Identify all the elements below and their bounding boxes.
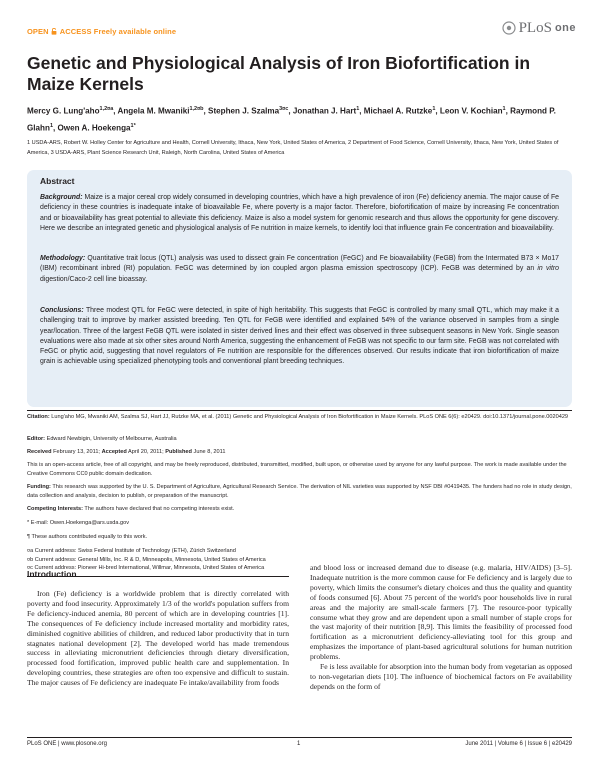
author-name: Raymond P. Glahn	[27, 106, 556, 133]
paper-title: Genetic and Physiological Analysis of Iron Biofortification in Maize Kernels	[27, 53, 531, 94]
competing-label: Competing Interests:	[27, 506, 83, 512]
author-name: Stephen J. Szalma	[208, 106, 280, 116]
divider	[27, 410, 572, 411]
abstract-methodology	[40, 254, 559, 285]
footer-rule	[27, 737, 572, 738]
competing-text: The authors have declared that no competing interests exist.	[84, 506, 235, 512]
author-name: Michael A. Rutzke	[363, 106, 433, 116]
funding	[27, 483, 572, 500]
author-name: Leon V. Kochian	[439, 106, 503, 116]
body-paragraph: Fe is less available for absorption into the human body from vegetarian as opposed to non-vegetarian diets [10]. The influence of biochemical factors on Fe availability depends on the form of	[310, 662, 573, 691]
accepted-label: Accepted	[101, 449, 127, 455]
published-date: June 8, 2011	[193, 449, 226, 455]
open-access-label	[27, 27, 176, 36]
background-label: Background:	[40, 194, 83, 201]
footer-journal: PLoS ONE | www.plosone.org	[27, 741, 107, 747]
abstract-conclusions	[40, 306, 559, 368]
conclusions-text: Three modest QTL for FeGC were detected, in spite of high heritability. This suggests that FeGC is controlled by many small QTL, which may make it a challenging trait to improve by marker assisted breeding. Ten QTL for FeGB were identified and explained 54% of the variance observed in samples from a single year/location. Three of the largest FeGB QTL were isolated in sister derived lines and their effect was observed in three subsequent seasons in New York. Single season evaluations were also made at six other sites around North America, suggesting the enhancement of FeGB was not specific to our farm site. FeGB was not correlated with FeGC or phytic acid, suggesting that novel regulators of Fe nutrition are responsible for the differences observed. Our results indicate that iron biofortification of maize grain is achievable using specialized phenotyping tools and conventional plant breeding techniques.	[40, 307, 559, 366]
background-text: Maize is a major cereal crop widely consumed in developing countries, which have a high prevalence of iron (Fe) deficiency anemia. The major cause of Fe deficiency in these countries is inadequate intake of bioavailable Fe, where poverty is a major factor. Therefore, biofortification of maize by increasing Fe concentration and or bioavailability has great potential to alleviate this deficiency. Maize is also a model system for genomic research and thus allows the opportunity for gene discovery. Here we describe an integrated genetic and physiological analysis of Fe nutrition in maize kernels, to identify loci that influence grain Fe concentration and bioavailability.	[40, 194, 559, 232]
author-name: Owen A. Hoekenga	[57, 123, 131, 133]
abstract-background	[40, 193, 559, 234]
logo-one-text: one	[554, 22, 576, 34]
introduction-heading: Introduction	[27, 569, 77, 579]
author-superscript: 1	[432, 106, 436, 112]
email: * E-mail: Owen.Hoekenga@ars.usda.gov	[27, 520, 130, 526]
author-name: Jonathan J. Hart	[292, 106, 357, 116]
citation-text: Lung'aho MG, Mwaniki AM, Szalma SJ, Hart JJ, Rutzke MA, et al. (2011) Genetic and Physiological Analysis of Iron Biofortification in Maize Kernels. PLoS ONE 6(6): e20429. doi:10.1371/journal.pone.0020429	[51, 414, 569, 420]
author-superscript: 3¤c	[279, 106, 289, 112]
author-name: Mercy G. Lung'aho	[27, 106, 100, 116]
received-label: Received	[27, 449, 52, 455]
equal-contribution: ¶ These authors contributed equally to this work.	[27, 534, 148, 540]
author-list: Mercy G. Lung'aho$^{1,2¤a}$, Angela M. Mwaniki$^{1,2¤b}$, Stephen J. Szalma$^{3¤c}$, Jonathan J. Hart$^1$, Michael A. Rutzke$^1$, Leon V. Kochian$^1$, Raymond P. Glahn$^1$, Owen A. Hoekenga$^{1*}$	[27, 106, 556, 133]
copyright-notice: This is an open-access article, free of all copyright, and may be freely reproduced, distributed, transmitted, modified, built upon, or otherwise used by anyone for any lawful purpose. The work is made available under the Creative Commons CC0 public domain dedication.	[27, 462, 567, 477]
author-name: Angela M. Mwaniki	[117, 106, 190, 116]
plos-one-logo	[502, 19, 576, 37]
abstract-heading: Abstract	[40, 176, 75, 186]
received-date: February 13, 2011;	[53, 449, 100, 455]
address-c: ¤c Current address: Pioneer Hi-bred International, Willmar, Minnesota, United States of America	[27, 565, 265, 572]
conclusions-label: Conclusions:	[40, 307, 84, 314]
author-superscript: 1,2¤b	[189, 106, 204, 112]
body-column-right	[310, 563, 572, 692]
published-label: Published	[165, 449, 192, 455]
citation-label: Citation:	[27, 414, 50, 420]
open-lock-icon	[51, 28, 57, 35]
body-paragraph: and blood loss or increased demand due to disease (e.g. malaria, HIV/AIDS) [3–5]. Inadequate nutrition is the more common cause for Fe deficiency and is largely due to poverty, which limits the consumer's dietary choices and thus the quality and quantity of foods consumed [6]. About 75 percent of the world's poor households live in rural areas and the majority are small-scale farmers [7]. The resource-poor typically consume what they grow and are dependent upon a small number of staple crops for the vast majority of their nutrition [8,9]. This limits the feasibility of processed food fortification as a micronutrient deficiency-alleviating tool for this group and emphasizes the importance of plant-based agricultural solutions for human nutrition problems.	[310, 563, 572, 662]
author-superscript: 1,2¤a	[99, 106, 114, 112]
author-superscript: 1	[356, 106, 360, 112]
access-label: ACCESS Freely available online	[59, 27, 177, 36]
editor	[27, 435, 572, 444]
competing-interests	[27, 505, 572, 514]
funding-label: Funding:	[27, 484, 51, 490]
citation	[27, 413, 572, 422]
methodology-text: Quantitative trait locus (QTL) analysis was used to dissect grain Fe concentration (FeGC) and Fe bioavailability (FeGB) from the Intermated B73 × Mo17 (IBM) recombinant inbred (RI) population. FeGC was determined by ion coupled argon plasma emission spectroscopy (ICP). FeGB was determined by an	[40, 255, 559, 273]
funding-text: This research was supported by the U. S. Department of Agriculture, Agricultural Research Service. The derivation of NIL varieties was supported by NSF DBI #0419435. The funders had no role in study design, data collection and analysis, decision to publish, or preparation of the manuscript.	[27, 484, 572, 499]
open-label: OPEN	[27, 27, 49, 36]
author-superscript: 1	[502, 106, 506, 112]
accepted-date: April 20, 2011;	[128, 449, 164, 455]
logo-plos-text: PLoS	[518, 19, 552, 36]
methodology-text-end: digestion/Caco-2 cell line bioassay.	[40, 275, 148, 283]
methodology-label: Methodology:	[40, 255, 86, 262]
plos-logo-icon	[502, 21, 516, 35]
body-column-left	[27, 589, 289, 688]
methodology-italic: in vitro	[537, 265, 559, 273]
editor-text: Edward Newbigin, University of Melbourne, Australia	[46, 436, 177, 442]
dates	[27, 448, 572, 457]
address-b: ¤b Current address: General Mills, Inc. R & D, Minneapolis, Minnesota, United States of America	[27, 556, 266, 563]
editor-label: Editor:	[27, 436, 46, 442]
author-superscript: 1*	[130, 122, 136, 129]
footer-issue: June 2011 | Volume 6 | Issue 6 | e20429	[465, 741, 572, 747]
body-paragraph: Iron (Fe) deficiency is a worldwide problem that is directly correlated with poverty and food insecurity. Approximately 1/3 of the world's population suffers from Fe deficiency-induced anemia, 80 percent of which are in developing countries [1]. The consequences of Fe deficiency include increased mortality and morbidity rates, diminished cognitive abilities of children, and reduced labor productivity that in turn stagnates national development [2]. The developed world has made tremendous success in alleviating micronutrient deficiencies through dietary diversification, processed food fortification, improved public health care and supplementation. In developing countries, these strategies are often too expensive and difficult to sustain. The major causes of Fe deficiency are inadequate Fe intake/availability from foods	[27, 589, 289, 688]
page-number: 1	[297, 741, 301, 747]
author-superscript: 1	[49, 122, 53, 129]
address-a: ¤a Current address: Swiss Federal Institute of Technology (ETH), Zürich Switzerland	[27, 548, 236, 554]
affiliations: 1 USDA-ARS, Robert W. Holley Center for Agriculture and Health, Cornell University, Ithaca, New York, United States of America, 2 Department of Food Science, Cornell University, Ithaca, New York, United States of America, 3 USDA-ARS, Plant Science Research Unit, Raleigh, North Carolina, United States of America	[27, 140, 559, 156]
